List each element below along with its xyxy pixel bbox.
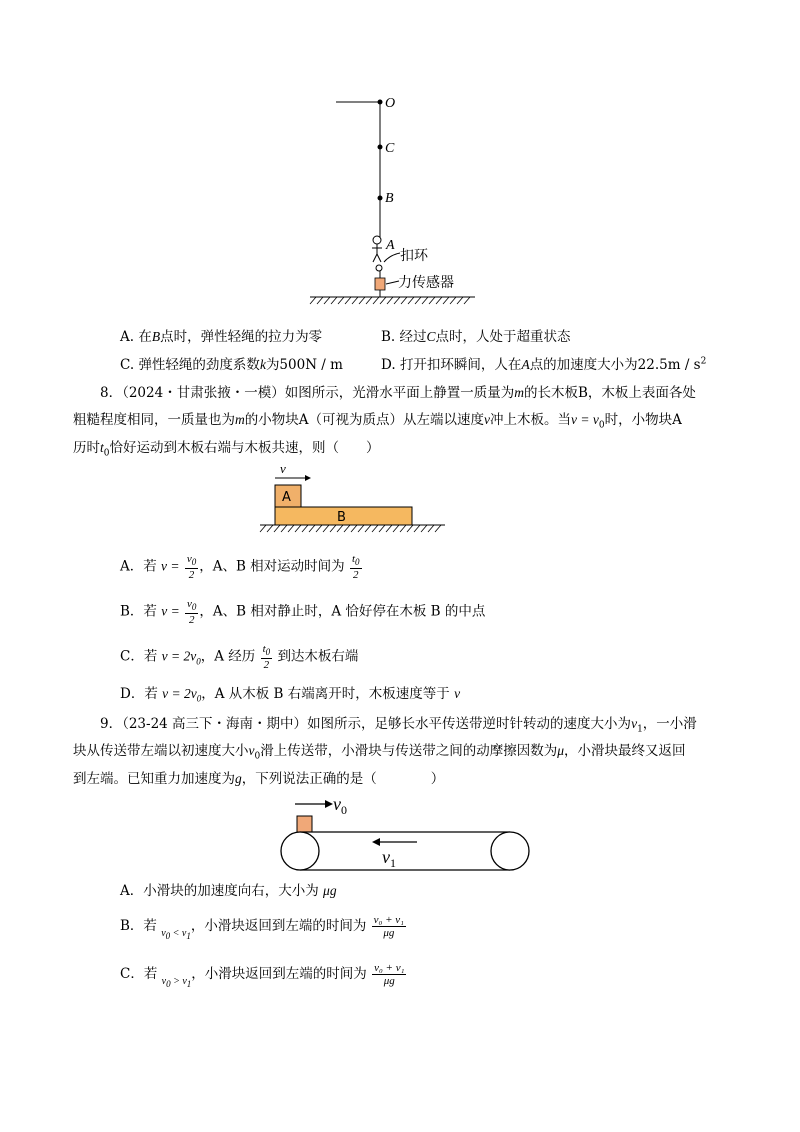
q9-option-a[interactable]: A．小滑块的加速度向右，大小为 μg [120,883,337,899]
q9-number: 9． [100,716,123,732]
hatch-mark [281,525,287,532]
hatch-mark [435,525,441,532]
q9-line-3: 到左端。已知重力加速度为g，下列说法正确的是（ ） [73,771,445,787]
hatch-mark [324,297,330,304]
hatch-mark [331,297,337,304]
hatch-mark [387,297,393,304]
hatch-mark [310,297,316,304]
q9-option-c[interactable]: C．若 $_{v_0 > v_1}$，小滑块返回到左端的时间为 $\frac{\text{v₀ + v₁}}{\mu g}$ [120,962,405,989]
hatch-mark [429,297,435,304]
label-o: O [385,96,396,111]
hatch-mark [274,525,280,532]
hatch-mark [359,297,365,304]
velocity-arrowhead [305,475,311,481]
hatch-mark [365,525,371,532]
hatch-mark [386,525,392,532]
hatch-mark [317,297,323,304]
conveyor-figure [275,790,540,875]
board-b-label: B [337,510,346,525]
hatch-mark [415,297,421,304]
hatch-mark [450,297,456,304]
bungee-figure [300,90,490,312]
left-pulley [281,832,319,870]
hatch-mark [393,525,399,532]
q9-source: （23-24 高三下・海南・期中） [122,716,308,732]
v0-arrowhead [325,800,333,808]
hatch-mark [345,297,351,304]
hatch-mark [394,297,400,304]
q8-line-2: 粗糙程度相同，一质量也为m的小物块A（可视为质点）从左端以速度v冲上木板。当$v = v_0$时，小物块A [73,412,682,431]
slider-block [297,816,312,832]
hatch-mark [443,297,449,304]
hatch-mark [400,525,406,532]
hatch-mark [358,525,364,532]
hatch-mark [302,525,308,532]
q8-line-1: 8．（2024・甘肃张掖・一模）如图所示，光滑水平面上静置一质量为m的长木板B，木板上表面各处 [100,385,696,401]
sensor-label: 力传感器 [398,275,454,291]
q8-line-3: 历时$t_0$恰好运动到木板右端与木板共速，则（ ） [73,440,380,459]
block-a-label: A [282,490,291,505]
hatch-mark [436,297,442,304]
hatch-mark [373,297,379,304]
velocity-label: v [280,461,286,476]
hatch-mark [330,525,336,532]
q7-option-b[interactable]: B. 经过C点时，人处于超重状态 [381,329,571,345]
hatch-mark [379,525,385,532]
v1-label: $v_1$ [382,847,396,870]
right-pulley [491,832,529,870]
hatch-mark [380,297,386,304]
hatch-mark [338,297,344,304]
q7-option-d[interactable]: D. 打开扣环瞬间，人在A点的加速度大小为$22.5m / s^2$ [381,356,707,373]
hatch-mark [407,525,413,532]
hatch-mark [401,297,407,304]
v0-label: $v_0$ [333,794,347,817]
hatch-mark [366,297,372,304]
q8-number: 8． [100,385,123,401]
hatch-mark [295,525,301,532]
label-b: B [385,191,394,206]
q9-option-b[interactable]: B．若 $_{v_0 < v_1}$，小滑块返回到左端的时间为 $\frac{\text{v₀ + v₁}}{\mu g}$ [120,914,404,941]
hatch-mark [316,525,322,532]
hatch-mark [309,525,315,532]
hatch-mark [288,525,294,532]
hatch-mark [457,297,463,304]
q8-option-b[interactable]: B．若 v = $\frac{v_0}{2}$ ，A、B 相对静止时，A 恰好停在木板 B 的中点 [120,598,486,627]
hatch-mark [428,525,434,532]
q7-option-a[interactable]: A. 在B点时，弹性轻绳的拉力为零 [120,329,323,345]
hatch-mark [260,525,266,532]
hatch-mark [421,525,427,532]
q8-option-a[interactable]: A．若 v = $\frac{v_0}{2}$ ，A、B 相对运动时间为 $\frac{t_0}{2}$ [120,553,360,582]
v1-arrowhead [372,838,380,846]
hatch-mark [464,297,470,304]
hatch-mark [267,525,273,532]
ring-label: 扣环 [400,248,428,264]
point-o [378,100,383,105]
q9-line-1: 9．（23-24 高三下・海南・期中）如图所示，足够长水平传送带逆时针转动的速度大小为$v_1$，一小滑 [100,716,697,735]
label-a: A [386,238,395,253]
hatch-mark [352,297,358,304]
q9-line-2: 块从传送带左端以初速度大小$v_0$滑上传送带，小滑块与传送带之间的动摩擦因数为μ，小滑块最终又返回 [73,743,686,762]
point-b [378,196,383,201]
hatch-mark [323,525,329,532]
q8-option-d[interactable]: D．若 $v = 2v_0$，A 从木板 B 右端离开时，木板速度等于 v [120,686,461,704]
hatch-mark [422,297,428,304]
hatch-mark [414,525,420,532]
person-icon [372,236,382,271]
force-sensor [375,278,385,290]
ground-hatch [310,297,470,304]
floor-hatch [260,525,441,532]
hatch-mark [337,525,343,532]
hatch-mark [351,525,357,532]
q7-option-c[interactable]: C. 弹性轻绳的劲度系数k为500N / m [120,357,343,373]
hatch-mark [372,525,378,532]
q8-source: （2024・甘肃张掖・一模） [122,385,285,401]
hatch-mark [408,297,414,304]
hatch-mark [344,525,350,532]
point-c [378,145,383,150]
ring-leader [384,253,400,262]
label-c: C [385,141,395,156]
q8-option-c[interactable]: C．若 $v = 2v_0$，A 经历 $\frac{t_0}{2}$ 到达木板右端 [120,643,359,672]
board-figure [255,460,455,538]
